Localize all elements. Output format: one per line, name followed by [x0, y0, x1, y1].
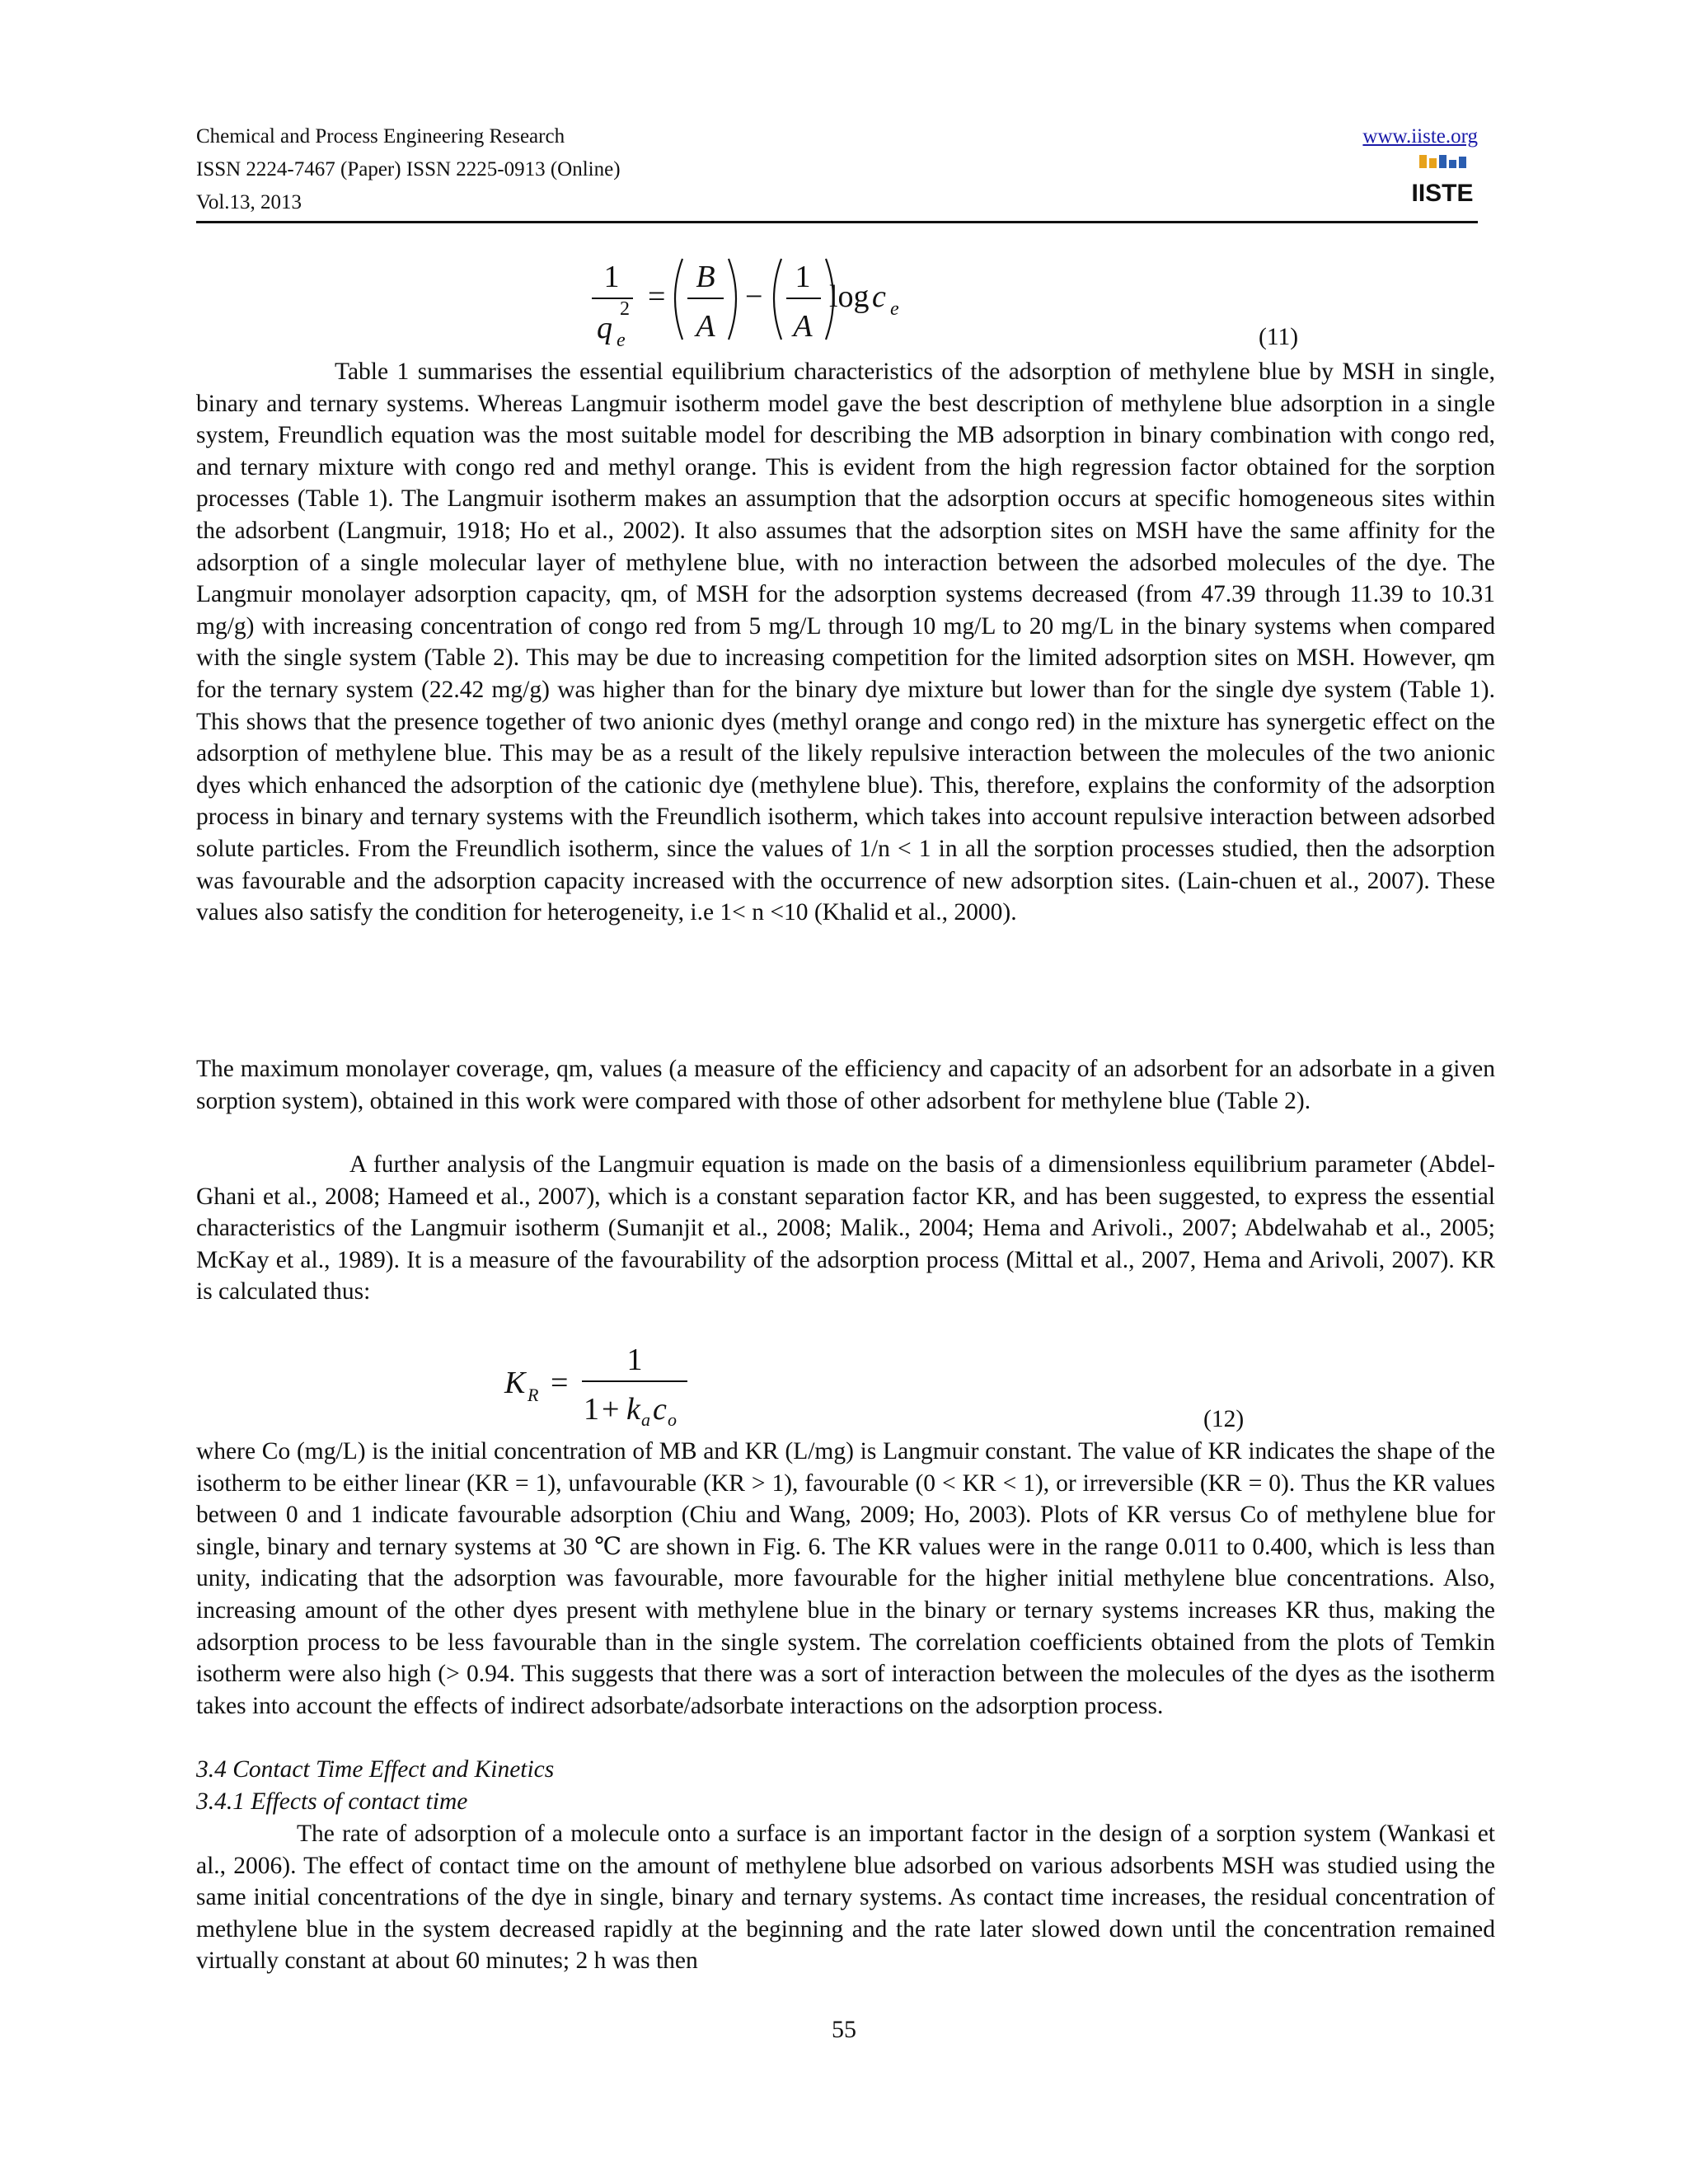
svg-text:1: 1 [795, 260, 811, 294]
svg-text:K: K [504, 1366, 526, 1400]
svg-text:c: c [872, 279, 886, 314]
body-paragraph-5 [196, 1818, 1495, 1977]
section-heading-3-4-1: 3.4.1 Effects of contact time [196, 1788, 468, 1815]
equation-11 [577, 247, 923, 354]
header-line-1 [196, 120, 1478, 153]
page-number: 55 [832, 2016, 856, 2043]
svg-text:=: = [551, 1366, 569, 1400]
svg-text:−: − [745, 279, 763, 314]
body-paragraph-3 [196, 1149, 1495, 1308]
svg-text:k: k [626, 1392, 640, 1427]
equation-12-number: (12) [1203, 1406, 1245, 1432]
body-paragraph-2 [196, 1053, 1495, 1117]
paragraph-text: Table 1 summarises the essential equilibrium characteristics of the adsorption of methylene blue by MSH in single, binary and ternary systems. Whereas Langmuir isotherm model gave the best description of methylene blue adsorption in a single system, Freundlich equation was the most suitable model for describing the MB adsorption in binary combination with congo red, and ternary mixture with congo red and methyl orange. This is evident from the high regression factor obtained for the sorption processes (Table 1). The Langmuir isotherm makes an assumption that the adsorption occurs at specific homogeneous sites within the adsorbent (Langmuir, 1918; Ho et al., 2002). It also assumes that the adsorption sites on MSH have the same affinity for the adsorption of a single molecular layer of methylene blue, with no interaction between the adsorbed molecules of the dye. The Langmuir monolayer adsorption capacity, qm, of MSH for the adsorption systems decreased (from 47.39 through 11.39 to 10.31 mg/g) with increasing concentration of congo red from 5 mg/L through 10 mg/L to 20 mg/L in the binary systems when compared with the single system (Table 2). This may be due to increasing competition for the limited adsorption sites on MSH. However, qm for the ternary system (22.42 mg/g) was higher than for the binary dye mixture but lower than for the single dye system (Table 1). This shows that the presence together of two anionic dyes (methyl orange and congo red) in the mixture has synergetic effect on the adsorption of methylene blue. This may be as a result of the likely repulsive interaction between the molecules of the two anionic dyes which enhanced the adsorption of the cationic dye (methylene blue). This, therefore, explains the conformity of the adsorption process in binary and ternary systems with the Freundlich isotherm, which takes into account repulsive interaction between adsorbed solute particles. From the Freundlich isotherm, since the values of 1/n < 1 in all the sorption processes studied, then the adsorption was favourable and the adsorption capacity increased with the occurrence of new adsorption sites. (Lain-chuen et al., 2007). These values also satisfy the condition for heterogeneity, i.e 1< n <10 (Khalid et al., 2000). [196, 359, 1495, 926]
header-rule [196, 221, 1478, 223]
equation-12 [495, 1333, 709, 1432]
svg-text:e: e [617, 330, 626, 351]
journal-title: Chemical and Process Engineering Research [196, 125, 565, 148]
svg-text:R: R [528, 1385, 539, 1405]
svg-text:+: + [602, 1392, 620, 1427]
svg-text:=: = [648, 279, 666, 314]
svg-text:1: 1 [584, 1392, 599, 1427]
svg-text:1: 1 [626, 1343, 643, 1377]
svg-text:o: o [668, 1409, 677, 1430]
svg-text:2: 2 [620, 298, 630, 320]
paragraph-text: A further analysis of the Langmuir equation is made on the basis of a dimensionless equilibrium parameter (Abdel-Ghani et al., 2008; Hameed et al., 2007), which is a constant separation factor KR, and has been suggested, to express the essential characteristics of the Langmuir isotherm (Sumanjit et al., 2008; Malik., 2004; Hema and Arivoli., 2007; Abdelwahab et al., 2005; McKay et al., 1989). It is a measure of the favourability of the adsorption process (Mittal et al., 2007, Hema and Arivoli, 2007). KR is calculated thus: [196, 1151, 1495, 1305]
svg-text:B: B [696, 260, 715, 294]
svg-text:log: log [829, 279, 870, 314]
svg-text:e: e [890, 298, 899, 320]
svg-text:A: A [696, 309, 715, 344]
header-issn: ISSN 2224-7467 (Paper) ISSN 2225-0913 (Online) [196, 158, 621, 180]
svg-text:A: A [793, 309, 813, 344]
iiste-logo-icon [1411, 153, 1474, 211]
svg-text:c: c [653, 1392, 667, 1427]
logo-text: IISTE [1411, 180, 1474, 207]
body-paragraph-4 [196, 1436, 1495, 1722]
section-heading-3-4: 3.4 Contact Time Effect and Kinetics [196, 1756, 555, 1783]
journal-url-link[interactable]: www.iiste.org [1362, 125, 1478, 148]
body-paragraph-1 [196, 356, 1495, 929]
header-volume: Vol.13, 2013 [196, 191, 302, 213]
paragraph-text: The maximum monolayer coverage, qm, values (a measure of the efficiency and capacity of an adsorbent for an adsorbate in a given sorption system), obtained in this work were compared with those of other adsorbent for methylene blue (Table 2). [196, 1056, 1495, 1114]
svg-text:a: a [641, 1409, 650, 1430]
svg-text:1: 1 [603, 260, 620, 294]
paragraph-text: where Co (mg/L) is the initial concentration of MB and KR (L/mg) is Langmuir constant. The value of KR indicates the shape of the isotherm to be either linear (KR = 1), unfavourable (KR > 1), favourable (0 < KR < 1), or irreversible (KR = 0). Thus the KR values between 0 and 1 indicate favourable adsorption (Chiu and Wang, 2009; Ho, 2003). Plots of KR versus Co of methylene blue for single, binary and ternary systems at 30 ℃ are shown in Fig. 6. The KR values were in the range 0.011 to 0.400, which is less than unity, indicating that the adsorption was favourable, more favourable for the higher initial methylene blue concentrations. Also, increasing amount of the other dyes present with methylene blue in the binary or ternary systems increases KR thus, making the adsorption process to be less favourable than in the single system. The correlation coefficients obtained from the plots of Temkin isotherm were also high (> 0.94. This suggests that there was a sort of interaction between the molecules of the dyes as the isotherm takes into account the effects of indirect adsorbate/adsorbate interactions on the adsorption process. [196, 1438, 1495, 1719]
paragraph-text: The rate of adsorption of a molecule onto a surface is an important factor in the design of a sorption system (Wankasi et al., 2006). The effect of contact time on the amount of methylene blue adsorbed on various adsorbents MSH was studied using the same initial concentrations of the dye in single, binary and ternary systems. As contact time increases, the residual concentration of methylene blue in the system decreased rapidly at the beginning and the rate later slowed down until the concentration remained virtually constant at about 60 minutes; 2 h was then [196, 1821, 1495, 1975]
equation-11-number: (11) [1259, 324, 1299, 350]
svg-text:q: q [597, 311, 612, 345]
